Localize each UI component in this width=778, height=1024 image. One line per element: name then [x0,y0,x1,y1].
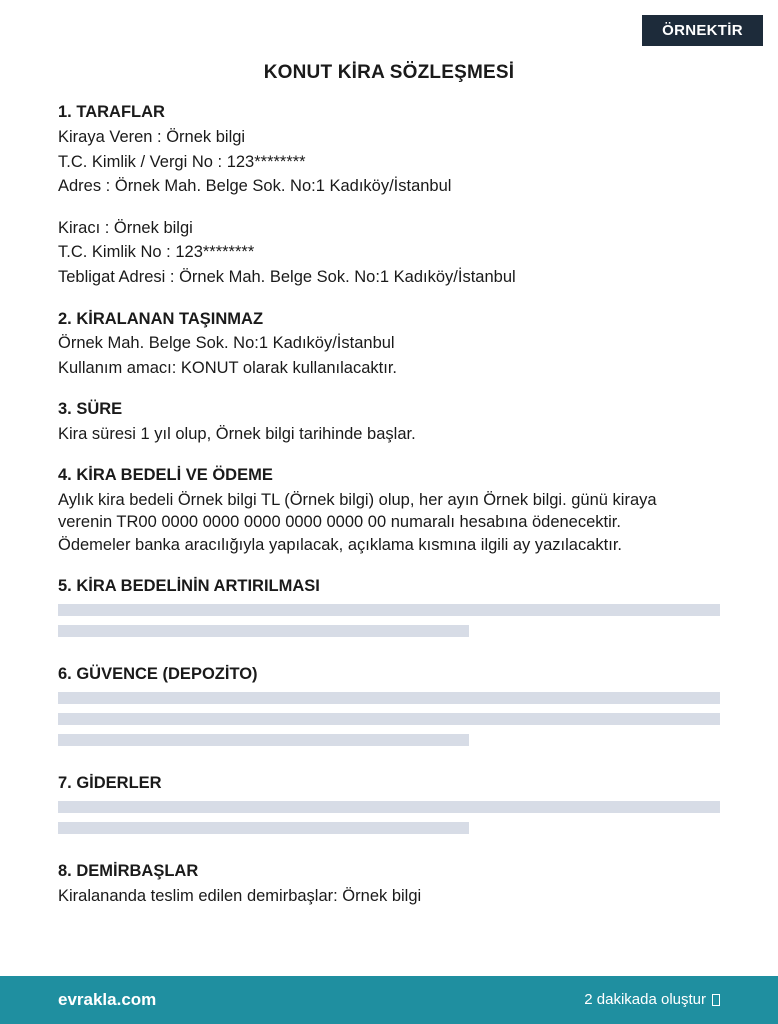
redacted-text-bar [58,625,469,637]
section-heading-expenses: 7. GİDERLER [58,774,162,792]
landlord-id: T.C. Kimlik / Vergi No : 123******** [58,153,306,171]
landlord-address: Adres : Örnek Mah. Belge Sok. No:1 Kadıköy/İstanbul [58,177,452,195]
duration-text: Kira süresi 1 yıl olup, Örnek bilgi tarihinde başlar. [58,425,416,443]
section-heading-fixtures: 8. DEMİRBAŞLAR [58,862,199,880]
clipboard-icon [712,994,720,1006]
rent-payment-line-3: Ödemeler banka aracılığıyla yapılacak, açıklama kısmına ilgili ay yazılacaktır. [58,536,622,554]
property-usage: Kullanım amacı: KONUT olarak kullanılacaktır. [58,359,397,377]
tenant-name: Kiracı : Örnek bilgi [58,219,193,237]
landlord-name: Kiraya Veren : Örnek bilgi [58,128,246,146]
redacted-text-bar [58,604,720,616]
redacted-text-bar [58,734,469,746]
section-heading-duration: 3. SÜRE [58,400,123,418]
rent-payment-line-1: Aylık kira bedeli Örnek bilgi TL (Örnek bilgi) olup, her ayın Örnek bilgi. günü kiraya [58,491,657,509]
property-address: Örnek Mah. Belge Sok. No:1 Kadıköy/İstanbul [58,334,395,352]
document-title: KONUT KİRA SÖZLEŞMESİ [263,62,515,83]
tenant-address: Tebligat Adresi : Örnek Mah. Belge Sok. No:1 Kadıköy/İstanbul [58,268,516,286]
create-document-link[interactable] [584,991,720,1008]
section-heading-parties: 1. TARAFLAR [58,103,165,121]
redacted-text-bar [58,713,720,725]
sample-badge: ÖRNEKTİR [642,15,763,46]
create-document-label: 2 dakikada oluştur [584,991,706,1008]
redacted-text-bar [58,692,720,704]
rent-payment-line-2: verenin TR00 0000 0000 0000 0000 0000 00 numaralı hesabına ödenecektir. [58,513,621,531]
section-heading-rent-increase: 5. KİRA BEDELİNİN ARTIRILMASI [58,577,320,595]
redacted-text-bar [58,801,720,813]
footer-bar [0,976,778,1024]
section-heading-deposit: 6. GÜVENCE (DEPOZİTO) [58,665,258,683]
redacted-text-bar [58,822,469,834]
fixtures-text: Kiralananda teslim edilen demirbaşlar: Örnek bilgi [58,887,422,905]
brand-link[interactable]: evrakla.com [58,990,157,1009]
tenant-id: T.C. Kimlik No : 123******** [58,243,255,261]
section-heading-rent-payment: 4. KİRA BEDELİ VE ÖDEME [58,466,273,484]
section-heading-property: 2. KİRALANAN TAŞINMAZ [58,310,264,328]
